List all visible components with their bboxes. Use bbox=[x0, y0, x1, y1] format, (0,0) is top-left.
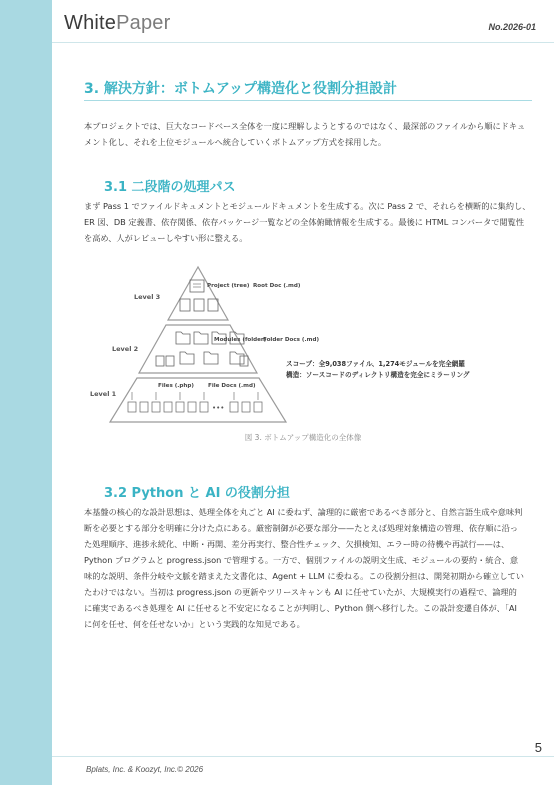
page-footer bbox=[52, 756, 554, 785]
scope-note-line2: 構造：ソースコードのディレクトリ構造を完全にミラーリング bbox=[286, 371, 470, 379]
bottom-up-pyramid-figure bbox=[90, 262, 530, 427]
side-accent-bar bbox=[0, 0, 52, 785]
file-docs-label: File Docs (.md) bbox=[208, 383, 256, 389]
figure-3-caption: 図 3. ボトムアップ構造化の全体像 bbox=[244, 433, 362, 442]
level-2-label: Level 2 bbox=[112, 345, 139, 353]
root-doc-label: Root Doc (.md) bbox=[253, 283, 301, 289]
copyright-text: Bplats, Inc. & Koozyt, Inc.© 2026 bbox=[86, 765, 204, 774]
brand-logo bbox=[64, 12, 171, 35]
files-ellipsis: ••• bbox=[212, 404, 225, 412]
pyramid-tier-3 bbox=[168, 267, 228, 320]
section-3-2-title: 3.2 Python と AI の役割分担 bbox=[104, 486, 290, 501]
section-3-2-body: 本基盤の核心的な設計思想は、処理全体を丸ごと AI に委ねず、論理的に厳密であるべき部分と、自然言語生成や意味判断を必要とする部分を明確に分けた点にある。厳密制御が必要な部分——たとえば処理対象構造の管理、依存順に沿った処理順序、進捗永続化、中断・再開、差分再実行、整合性チェック、欠損検知、エラー時の待機や再試行——は、Python プログラムと progress.json で管理する。一方で、個別ファイルの説明文生成、モジュールの要約・統合、意味的な説明、条件分岐や文脈を踏まえた文書化は、Agent + LLM に委ねる。この役割分担は、開発初期から確立していたわけではない。当初は progress.json の更新やツリースキャンも AI に任せていたが、大規模実行の過程で、論理的に確実であるべき処理を AI に任せると不安定になることが判明し、Python 側へ移行した。この設計変遷自体が、「AI に何を任せ、何を任せないか」という実践的な知見である。 bbox=[84, 507, 524, 629]
folder-docs-label: Folder Docs (.md) bbox=[263, 337, 320, 343]
section-3-divider bbox=[84, 100, 532, 101]
page-number: 5 bbox=[534, 740, 542, 755]
issue-number: No.2026-01 bbox=[488, 22, 536, 32]
header-divider bbox=[52, 42, 554, 43]
document-page bbox=[52, 0, 554, 785]
section-3-1-title: 3.1 二段階の処理パス bbox=[104, 180, 236, 195]
scope-note-line1: スコープ：全9,038ファイル、1,274モジュールを完全網羅 bbox=[286, 360, 465, 368]
section-3-intro: 本プロジェクトでは、巨大なコードベース全体を一度に理解しようとするのではなく、最深部のファイルから順にドキュメント化し、それを上位モジュールへ統合していくボトムアップ方式を採用した。 bbox=[84, 121, 526, 147]
section-3-1-body: まず Pass 1 でファイルドキュメントとモジュールドキュメントを生成する。次に Pass 2 で、それらを横断的に集約し、ER 図、DB 定義書、依存関係、依存パッケージ一覧などの全体俯瞰情報を生成する。最後に HTML コンバータで閲覧性を高め、人がレビューしやすい形に整える。 bbox=[84, 201, 531, 243]
section-3-title: 3. 解決方針：ボトムアップ構造化と役割分担設計 bbox=[84, 81, 397, 97]
brand-logo-part1: White bbox=[64, 12, 117, 34]
brand-logo-part2: Paper bbox=[116, 12, 171, 34]
project-tree-label: Project (tree) bbox=[207, 283, 250, 289]
files-php-label: Files (.php) bbox=[158, 383, 194, 389]
level-3-label: Level 3 bbox=[134, 293, 161, 301]
pyramid-tier-1 bbox=[110, 378, 286, 422]
level-1-label: Level 1 bbox=[90, 390, 117, 398]
modules-folder-label: Modules (folder) bbox=[214, 337, 267, 343]
